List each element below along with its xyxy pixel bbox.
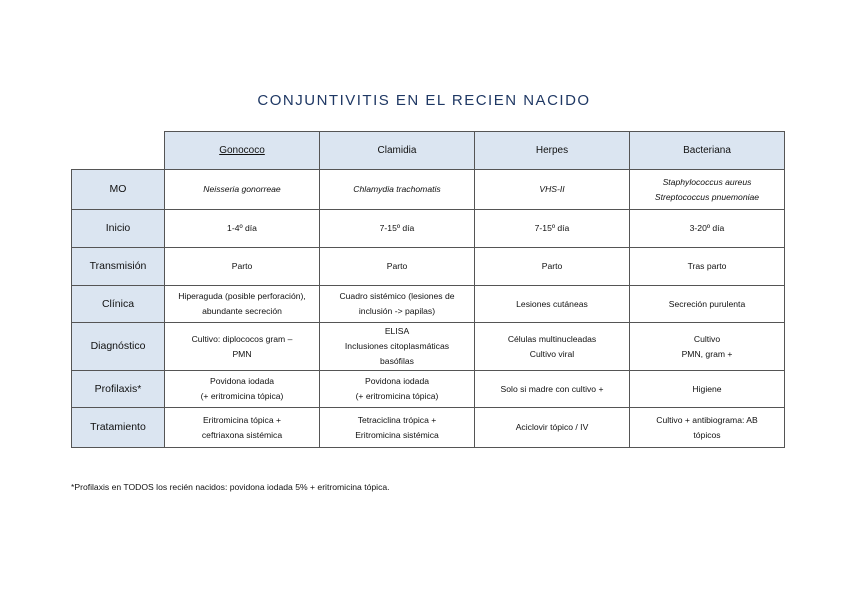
cell-line: PMN, gram + xyxy=(681,348,733,359)
cell-line: Chlamydia trachomatis xyxy=(353,184,441,194)
table-cell xyxy=(475,323,630,371)
cell-line: Solo si madre con cultivo + xyxy=(500,383,604,394)
cell-line: 3-20º día xyxy=(689,223,725,233)
column-header-herpes: Herpes xyxy=(475,132,630,170)
table-cell xyxy=(165,286,320,323)
cell-line: Hiperaguda (posible perforación), xyxy=(178,291,306,301)
conjunctivitis-table xyxy=(71,131,785,448)
table-row xyxy=(72,408,785,448)
cell-line: Cultivo xyxy=(693,333,721,344)
cell-line: 7-15º día xyxy=(534,223,570,233)
column-header-gonococo xyxy=(165,132,320,170)
table-cell xyxy=(630,248,785,286)
table-cell xyxy=(165,248,320,286)
table-cell xyxy=(165,408,320,448)
cell-line: ELISA xyxy=(384,326,410,336)
cell-line: Cultivo: diplococos gram – xyxy=(191,333,293,344)
cell-line: Secreción purulenta xyxy=(668,298,746,309)
table-row xyxy=(72,286,785,323)
cell-line: Higiene xyxy=(692,383,722,394)
table-cell xyxy=(165,170,320,210)
cell-line: Células multinucleadas xyxy=(507,333,597,344)
cell-line: Cultivo viral xyxy=(529,348,575,359)
table-cell xyxy=(630,170,785,210)
table-cell xyxy=(475,371,630,408)
table-header-row xyxy=(72,132,785,170)
row-header: Profilaxis* xyxy=(72,371,165,408)
cell-line: (+ eritromicina tópica) xyxy=(355,391,439,401)
cell-line: PMN xyxy=(232,348,252,359)
page-title: CONJUNTIVITIS EN EL RECIEN NACIDO xyxy=(257,92,591,109)
cell-line: Inclusiones citoplasmáticas xyxy=(344,341,450,351)
table-cell xyxy=(475,408,630,448)
cell-line: Tetraciclina trópica + xyxy=(357,414,437,425)
table-cell xyxy=(320,210,475,248)
row-header: MO xyxy=(72,170,165,210)
table-cell xyxy=(630,210,785,248)
row-header: Clínica xyxy=(72,286,165,323)
cell-line: ceftriaxona sistémica xyxy=(201,429,283,440)
table-cell xyxy=(475,170,630,210)
table-cell xyxy=(165,371,320,408)
table-row xyxy=(72,210,785,248)
cell-line: Staphylococcus aureus xyxy=(662,176,752,187)
cell-line: 1-4º día xyxy=(227,223,257,233)
cell-line: Parto xyxy=(386,261,408,271)
cell-line: Povidona iodada xyxy=(209,376,275,386)
table-row xyxy=(72,323,785,371)
table-cell xyxy=(165,323,320,371)
cell-line: Tras parto xyxy=(687,261,727,271)
table-cell xyxy=(320,323,475,371)
table-row xyxy=(72,248,785,286)
cell-line: basófilas xyxy=(380,356,414,366)
table-cell xyxy=(630,323,785,371)
footnote: *Profilaxis en TODOS los recién nacidos: povidona iodada 5% + eritromicina tópica. xyxy=(71,482,390,492)
column-header-clamidia: Clamidia xyxy=(320,132,475,170)
row-header: Transmisión xyxy=(72,248,165,286)
table-cell xyxy=(475,286,630,323)
column-header-bacteriana: Bacteriana xyxy=(630,132,785,170)
cell-line: Parto xyxy=(541,261,563,271)
table-cell xyxy=(320,248,475,286)
table-cell xyxy=(630,286,785,323)
table-row xyxy=(72,170,785,210)
table-cell xyxy=(630,408,785,448)
cell-line: Povidona iodada xyxy=(364,376,430,386)
table-cell xyxy=(165,210,320,248)
cell-line: 7-15º día xyxy=(379,223,415,233)
cell-line: (+ eritromicina tópica) xyxy=(200,391,284,401)
cell-line: Cuadro sistémico (lesiones de xyxy=(339,291,455,301)
cell-line: VHS-II xyxy=(539,184,565,194)
row-header: Inicio xyxy=(72,210,165,248)
cell-line: Parto xyxy=(231,261,253,271)
table-row xyxy=(72,371,785,408)
cell-line: Eritromicina tópica + xyxy=(202,414,282,425)
cell-line: Lesiones cutáneas xyxy=(516,298,588,309)
table-cell xyxy=(475,248,630,286)
cell-line: Aciclovir tópico / IV xyxy=(515,422,589,432)
cell-line: Streptococcus pnuemoniae xyxy=(654,191,760,202)
table-cell xyxy=(320,170,475,210)
row-header: Tratamiento xyxy=(72,408,165,448)
table-cell xyxy=(320,408,475,448)
table-cell xyxy=(320,371,475,408)
cell-line: tópicos xyxy=(693,429,721,440)
corner-cell xyxy=(72,132,165,170)
table-cell xyxy=(320,286,475,323)
cell-line: abundante secreción xyxy=(202,306,282,316)
cell-line: Cultivo + antibiograma: AB xyxy=(656,414,758,425)
row-header: Diagnóstico xyxy=(72,323,165,371)
table-cell xyxy=(475,210,630,248)
cell-line: inclusión -> papilas) xyxy=(358,306,436,316)
column-header-label: Gonococo xyxy=(219,145,265,156)
table-cell xyxy=(630,371,785,408)
cell-line: Neisseria gonorreae xyxy=(203,184,281,194)
cell-line: Eritromicina sistémica xyxy=(355,429,439,440)
